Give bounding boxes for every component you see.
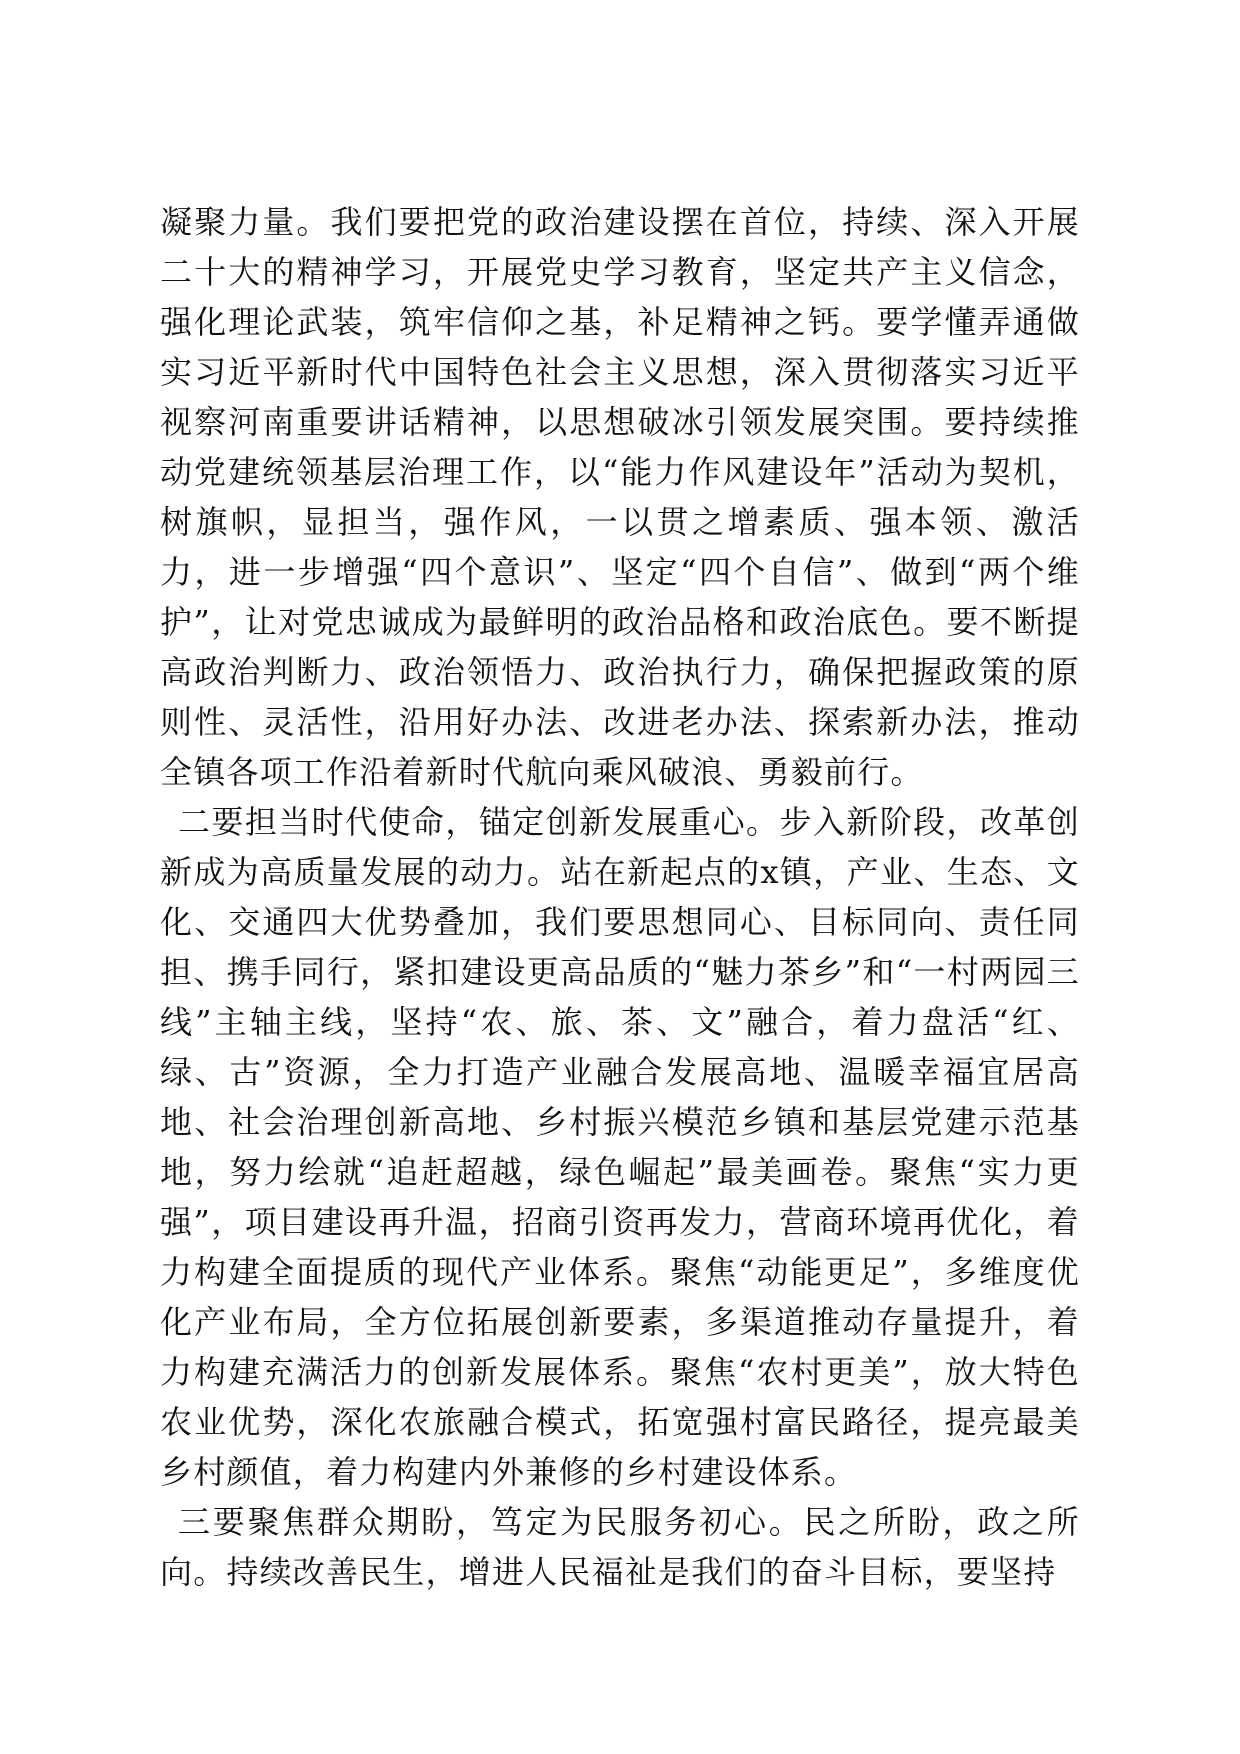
paragraph-2: 二要担当时代使命，锚定创新发展重心。步入新阶段，改革创新成为高质量发展的动力。站在新起点的x镇，产业、生态、文化、交通四大优势叠加，我们要思想同心、目标同向、责任同担、携手同行，紧扣建设更高品质的“魅力茶乡”和“一村两园三线”主轴主线，坚持“农、旅、茶、文”融合，着力盘活“红、绿、古”资源，全力打造产业融合发展高地、温暖幸福宜居高地、社会治理创新高地、乡村振兴模范乡镇和基层党建示范基地，努力绘就“追赶超越，绿色崛起”最美画卷。聚焦“实力更强”，项目建设再升温，招商引资再发力，营商环境再优化，着力构建全面提质的现代产业体系。聚焦“动能更足”，多维度优化产业布局，全方位拓展创新要素，多渠道推动存量提升，着力构建充满活力的创新发展体系。聚焦“农村更美”，放大特色农业优势，深化农旅融合模式，拓宽强村富民路径，提亮最美乡村颜值，着力构建内外兼修的乡村建设体系。 bbox=[160, 803, 1080, 1491]
paragraph-1: 凝聚力量。我们要把党的政治建设摆在首位，持续、深入开展二十大的精神学习，开展党史学习教育，坚定共产主义信念，强化理论武装，筑牢信仰之基，补足精神之钙。要学懂弄通做实习近平新时代中国特色社会主义思想，深入贯彻落实习近平视察河南重要讲话精神，以思想破冰引领发展突围。要持续推动党建统领基层治理工作，以“能力作风建设年”活动为契机，树旗帜，显担当，强作风，一以贯之增素质、强本领、激活力，进一步增强“四个意识”、坚定“四个自信”、做到“两个维护”，让对党忠诚成为最鲜明的政治品格和政治底色。要不断提高政治判断力、政治领悟力、政治执行力，确保把握政策的原则性、灵活性，沿用好办法、改进老办法、探索新办法，推动全镇各项工作沿着新时代航向乘风破浪、勇毅前行。 bbox=[160, 203, 1080, 791]
paragraph-3: 三要聚焦群众期盼，笃定为民服务初心。民之所盼，政之所向。持续改善民生，增进人民福祉是我们的奋斗目标，要坚持 bbox=[160, 1503, 1080, 1591]
body-text bbox=[160, 197, 1080, 1597]
